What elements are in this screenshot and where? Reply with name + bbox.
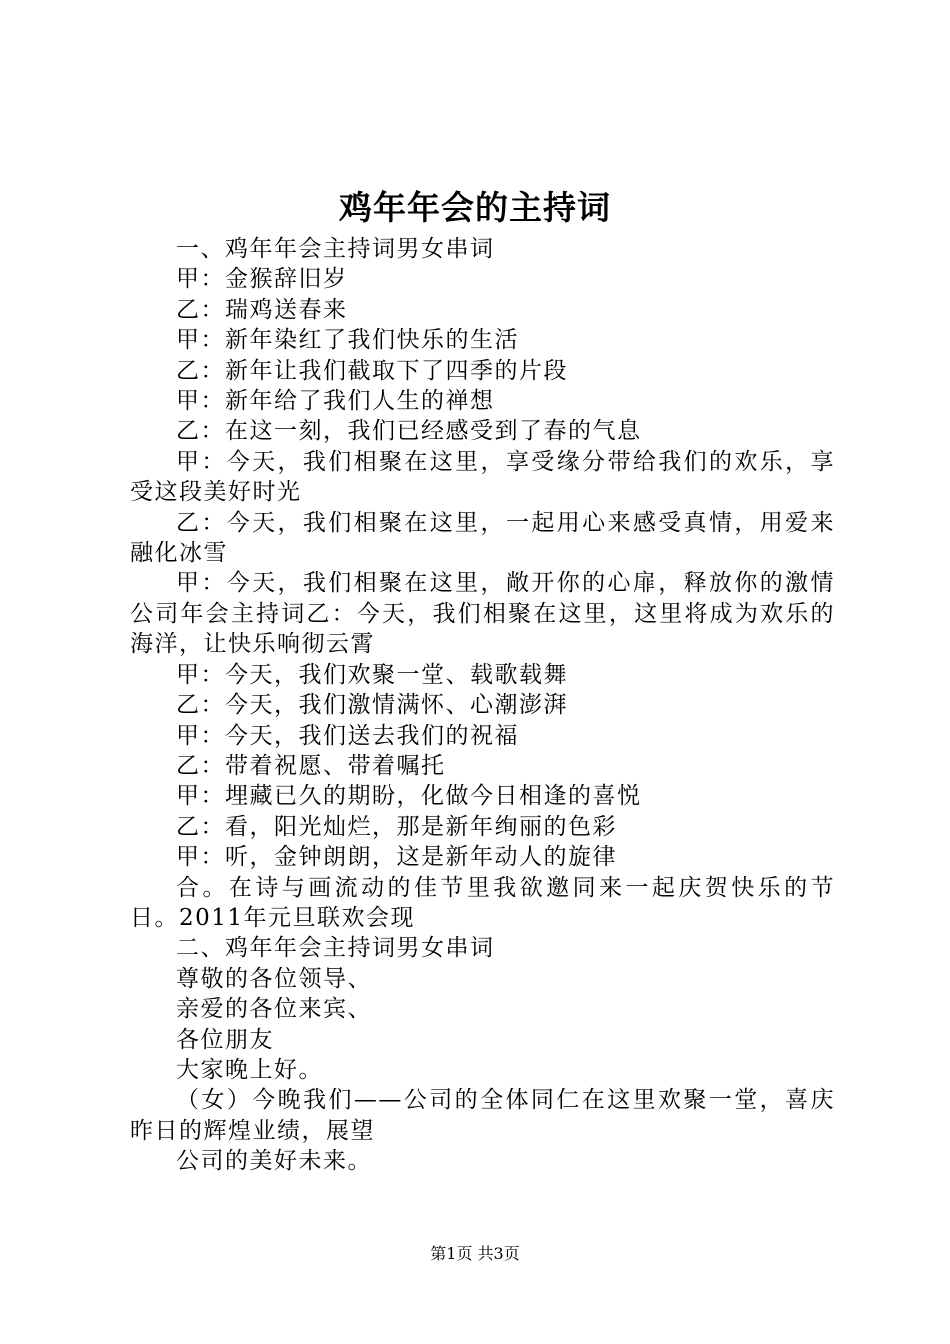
dialogue-line: 甲：今天，我们相聚在这里，敞开你的心扉，释放你的激情公司年会主持词乙：今天，我们相聚在这里，这里将成为欢乐的海洋，让快乐响彻云霄: [130, 570, 835, 658]
dialogue-line: 甲：今天，我们欢聚一堂、载歌载舞: [176, 661, 568, 688]
dialogue-line: 甲：听，金钟朗朗，这是新年动人的旋律: [176, 844, 617, 871]
dialogue-line: 乙：看，阳光灿烂，那是新年绚丽的色彩: [176, 813, 617, 840]
greeting-line: 亲爱的各位来宾、: [176, 996, 372, 1023]
dialogue-line: 甲：今天，我们相聚在这里，享受缘分带给我们的欢乐，享受这段美好时光: [130, 448, 835, 506]
section-heading-2: 二、鸡年年会主持词男女串词: [176, 935, 495, 962]
dialogue-line: 乙：带着祝愿、带着嘱托: [176, 752, 446, 779]
dialogue-line: （女）今晚我们——公司的全体同仁在这里欢聚一堂，喜庆昨日的辉煌业绩，展望: [130, 1087, 835, 1144]
dialogue-line: 乙：今天，我们激情满怀、心潮澎湃: [176, 692, 568, 719]
page-number-footer: 第1页 共3页: [430, 1244, 520, 1263]
dialogue-line: 公司的美好未来。: [176, 1148, 372, 1175]
dialogue-line: 乙：在这一刻，我们已经感受到了春的气息: [176, 418, 642, 445]
dialogue-line: 乙：瑞鸡送春来: [176, 296, 348, 323]
greeting-line: 各位朋友: [176, 1026, 274, 1053]
dialogue-line: 甲：新年给了我们人生的禅想: [176, 388, 495, 415]
dialogue-line: 甲：今天，我们送去我们的祝福: [176, 722, 519, 749]
greeting-line: 尊敬的各位领导、: [176, 965, 372, 992]
section-heading-1: 一、鸡年年会主持词男女串词: [176, 236, 495, 262]
dialogue-line: 甲：新年染红了我们快乐的生活: [176, 327, 519, 354]
dialogue-line: 甲：金猴辞旧岁: [176, 266, 348, 293]
greeting-line: 大家晚上好。: [176, 1056, 323, 1083]
dialogue-line: 甲：埋藏已久的期盼，化做今日相逢的喜悦: [176, 783, 642, 810]
dialogue-line: 乙：新年让我们截取下了四季的片段: [176, 357, 568, 384]
dialogue-line: 乙：今天，我们相聚在这里，一起用心来感受真情，用爱来融化冰雪: [130, 509, 835, 567]
document-title: 鸡年年会的主持词: [339, 188, 611, 227]
dialogue-line: 合。在诗与画流动的佳节里我欲邀同来一起庆贺快乐的节日。2011年元旦联欢会现: [130, 874, 835, 931]
document-body: [130, 234, 835, 1177]
